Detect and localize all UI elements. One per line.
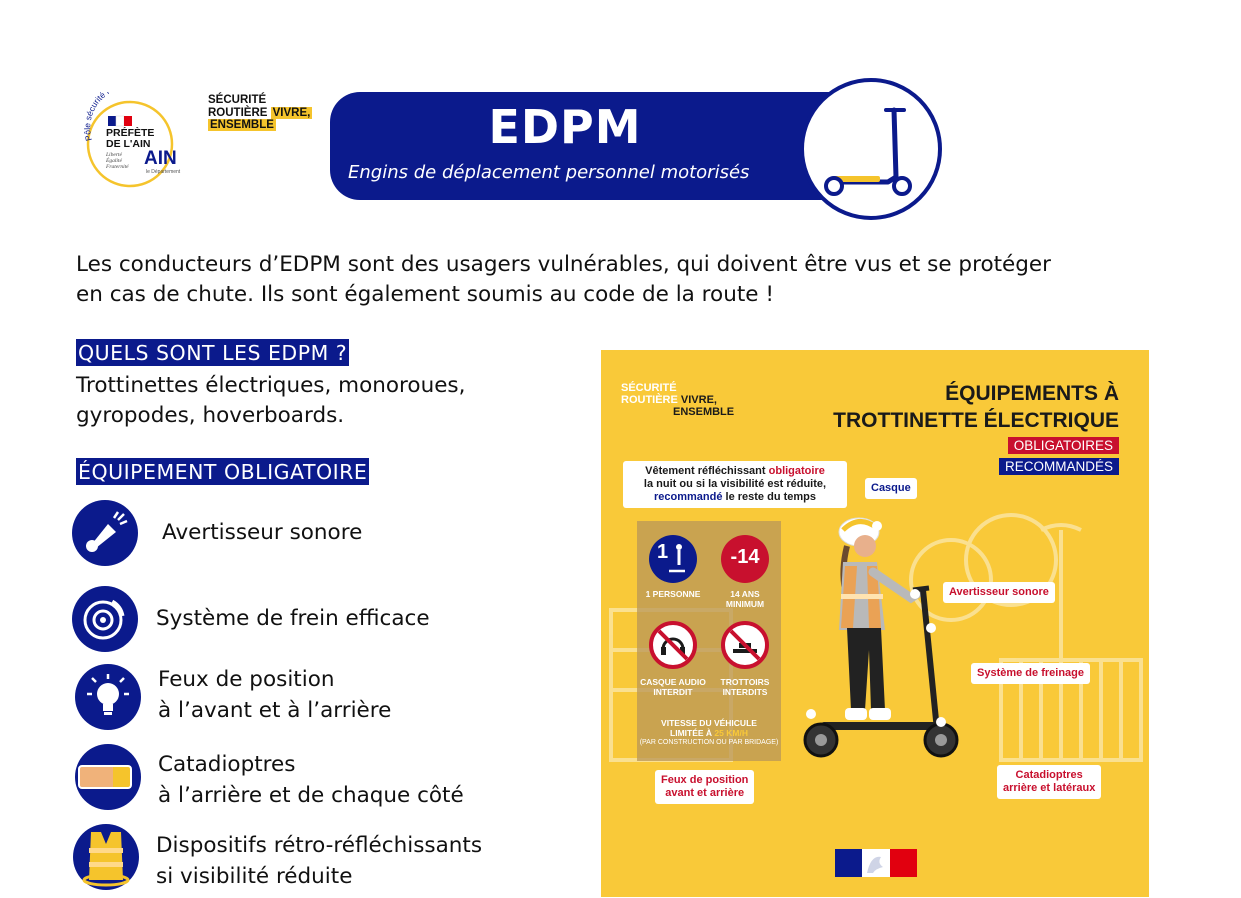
one-person-icon (649, 535, 697, 583)
republique-francaise-flag (835, 849, 917, 877)
age-caption-line2: MINIMUM (725, 599, 765, 609)
equipment-label: Feux de position (158, 667, 335, 692)
edpm-list-line1: Trottinettes électriques, monoroues, (76, 373, 466, 398)
poster-title-line1: ÉQUIPEMENTS À (945, 382, 1119, 405)
vest-part4: recommandé (653, 491, 723, 503)
equipment-sublabel: à l’arrière et de chaque côté (158, 783, 464, 808)
equipment-label: Système de frein efficace (156, 606, 430, 631)
sidewalk-caption (710, 677, 780, 697)
motto-fraternite: Fraternité (106, 164, 129, 170)
one-person-caption: 1 PERSONNE (645, 589, 701, 599)
prefet-line1: PRÉFÈTE (106, 127, 155, 139)
poster-srve-line3: ENSEMBLE (673, 406, 735, 418)
sidewalk-caption-line1: TROTTOIRS (720, 677, 770, 687)
rules-panel (637, 521, 781, 761)
ain-logo: AIN (144, 148, 177, 169)
speed-line2a: LIMITÉE À (670, 728, 715, 738)
light-bulb-icon (75, 664, 141, 730)
reflective-vest-icon (73, 824, 139, 890)
poster-srve-line2a: ROUTIÈRE (621, 394, 678, 406)
speed-line3: (PAR CONSTRUCTION OU PAR BRIDAGE) (639, 739, 779, 746)
intro-paragraph (76, 250, 1166, 310)
intro-line1: Les conducteurs d’EDPM sont des usagers vulnérables, qui doivent être vus et se protéger (76, 252, 1051, 277)
equipment-sublabel: si visibilité réduite (156, 864, 353, 889)
label-brakes: Système de freinage (971, 663, 1090, 684)
tag-mandatory: OBLIGATOIRES (1008, 437, 1119, 454)
headphones-forbidden-icon (649, 621, 697, 669)
horn-icon (72, 500, 138, 566)
label-lights-line1: Feux de position (661, 774, 749, 786)
equipment-sublabel: à l’avant et à l’arrière (158, 698, 392, 723)
poster-srve-logo (621, 382, 734, 418)
poster-title (833, 380, 1119, 434)
srve-line3: ENSEMBLE (210, 119, 274, 131)
equipment-label: Avertisseur sonore (162, 520, 363, 545)
banner-title: EDPM (488, 100, 642, 154)
securite-routiere-vivre-ensemble-logo (208, 94, 312, 132)
prefet-line2: DE L'AIN (106, 138, 151, 150)
vest-part1: Vêtement réfléchissant (645, 465, 769, 477)
equipment-label: Dispositifs rétro-réfléchissants (156, 833, 483, 858)
vest-part2: obligatoire (768, 465, 825, 477)
edpm-banner (330, 92, 870, 200)
srve-line1: SÉCURITÉ (208, 94, 267, 106)
age-icon (721, 535, 769, 583)
motto-liberte: Liberté (106, 152, 122, 158)
age-caption (710, 589, 780, 609)
scooter-badge (800, 78, 942, 220)
poster-title-line2: TROTTINETTE ÉLECTRIQUE (833, 409, 1119, 432)
rider-on-scooter-illustration (781, 510, 981, 810)
vest-part5: le reste du temps (722, 491, 817, 503)
label-reflectors-line1: Catadioptres (1015, 769, 1083, 781)
pole-arc-text: Pôle sécurité (82, 92, 108, 142)
label-helmet: Casque (865, 478, 917, 499)
sidewalk-forbidden-icon (721, 621, 769, 669)
label-reflective-vest (623, 461, 847, 508)
tag-recommended: RECOMMANDÉS (999, 458, 1119, 475)
scooter-icon (804, 82, 938, 216)
brake-disc-icon (72, 586, 138, 652)
audio-caption-line2: INTERDIT (653, 687, 693, 697)
label-reflectors (997, 765, 1101, 799)
srve-line2b: VIVRE, (272, 106, 311, 119)
one-person-badge: 1 (657, 541, 669, 563)
section-heading-equipment: ÉQUIPEMENT OBLIGATOIRE (78, 460, 368, 484)
age-badge: -14 (730, 546, 760, 568)
poster-srve-line2b: VIVRE, (680, 394, 717, 406)
edpm-list (76, 371, 465, 431)
age-caption-line1: 14 ANS (730, 589, 760, 599)
poster-srve-line1: SÉCURITÉ (621, 382, 677, 394)
srve-line2a: ROUTIÈRE (208, 106, 268, 119)
reflector-icon (75, 744, 141, 810)
scooter-equipment-poster (601, 350, 1149, 897)
equipment-label: Catadioptres (158, 752, 296, 777)
motto-egalite: Égalité (106, 158, 122, 164)
banner-subtitle: Engins de déplacement personnel motorisés (348, 162, 750, 183)
speed-caption (637, 718, 781, 748)
intro-line2: en cas de chute. Ils sont également soumis au code de la route ! (76, 282, 774, 307)
speed-line1: VITESSE DU VÉHICULE (661, 718, 757, 728)
label-lights-line2: avant et arrière (665, 787, 745, 799)
label-horn: Avertisseur sonore (943, 582, 1055, 603)
ain-sub: le Département (146, 169, 181, 175)
label-lights (655, 770, 754, 804)
speed-line2b: 25 KM/H (714, 728, 748, 738)
label-reflectors-line2: arrière et latéraux (1003, 782, 1096, 794)
sidewalk-caption-line2: INTERDITS (722, 687, 768, 697)
audio-caption-line1: CASQUE AUDIO (640, 677, 706, 687)
pole-securite-routiere-logo (78, 92, 196, 192)
vest-part3: la nuit ou si la visibilité est réduite, (643, 478, 827, 490)
section-heading-what: QUELS SONT LES EDPM ? (78, 341, 348, 365)
edpm-list-line2: gyropodes, hoverboards. (76, 403, 345, 428)
audio-caption (638, 677, 708, 697)
